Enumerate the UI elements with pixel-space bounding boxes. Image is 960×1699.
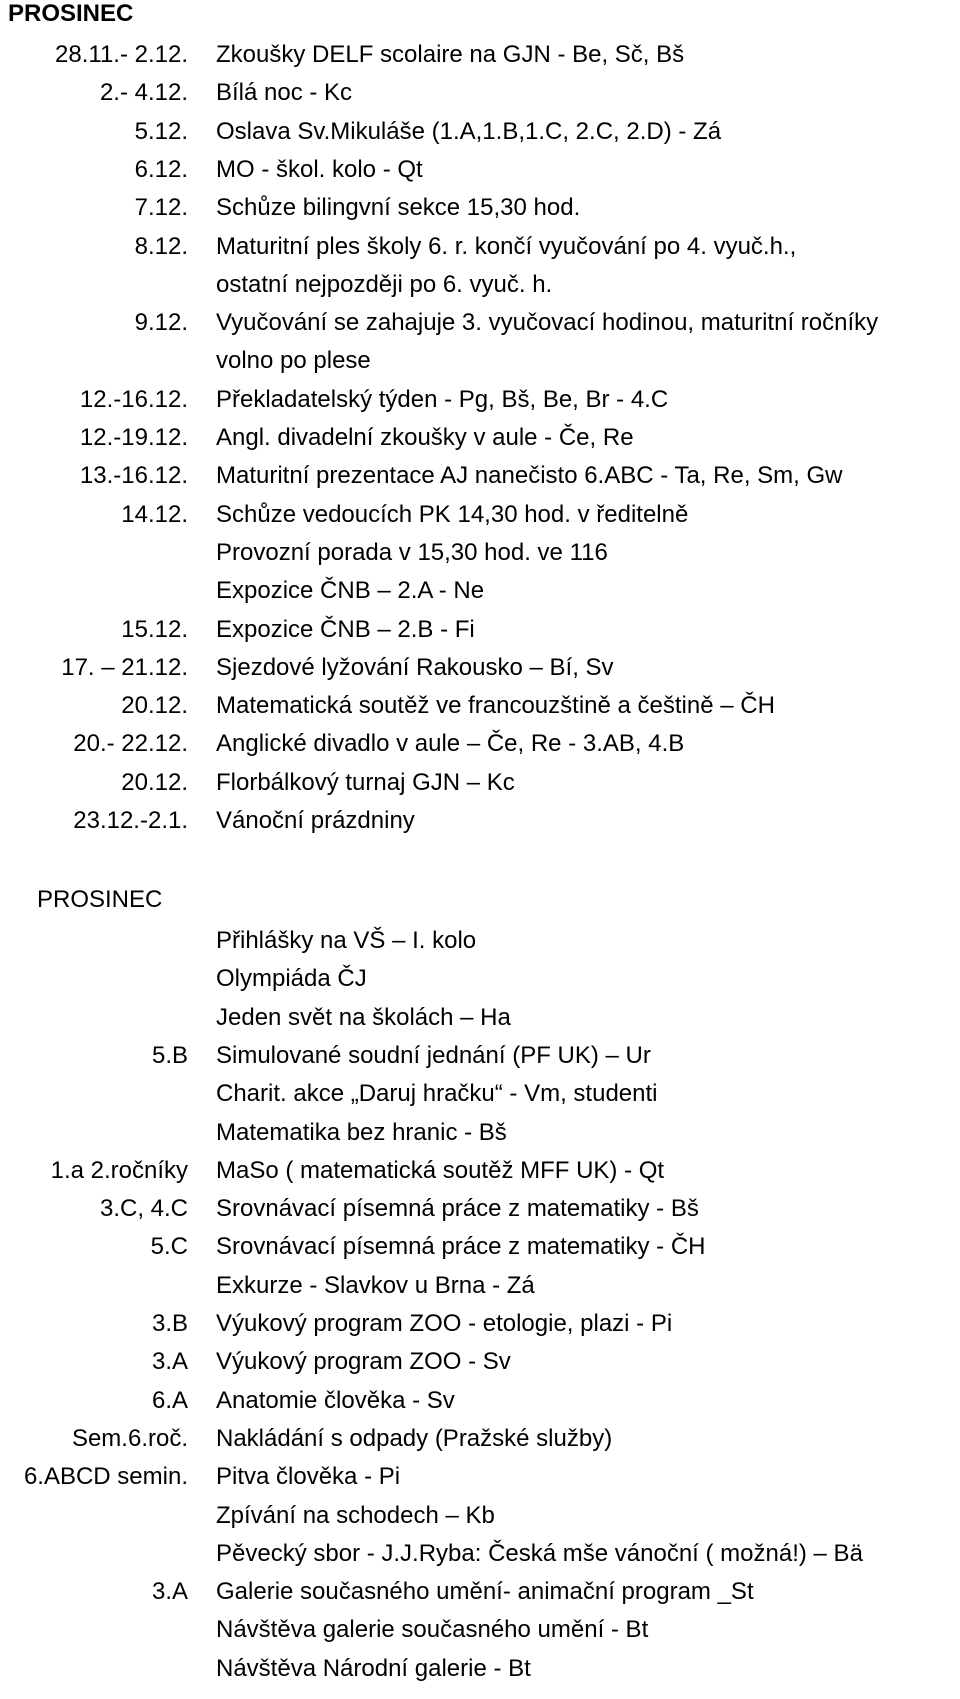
event-text: Sjezdové lyžování Rakousko – Bí, Sv [216,653,614,681]
date-label: 6.12. [134,155,188,183]
date-label: 3.C, 4.C [99,1195,188,1223]
list-item [0,74,960,112]
list-item [0,1650,960,1688]
list-item [0,1458,960,1496]
event-text: Provozní porada v 15,30 hod. ve 116 [216,538,608,566]
date-label: Sem.6.roč. [71,1424,188,1452]
date-label: 8.12. [134,232,188,260]
event-text: Srovnávací písemná práce z matematiky - Bš [216,1195,699,1223]
event-text: Přihlášky na VŠ – I. kolo [216,927,477,954]
date-label: 2.- 4.12. [99,79,188,107]
event-text: Vyučování se zahajuje 3. vyučovací hodinou, maturitní ročníky [216,309,879,337]
list-item [0,457,960,495]
event-text: Matematika bez hranic - Bš [216,1118,507,1146]
date-label: 3.A [151,1578,188,1606]
date-label: 5.C [150,1233,188,1261]
event-text: Maturitní ples školy 6. r. končí vyučování po 4. vyuč.h., [216,232,797,260]
date-label: 15.12. [121,615,188,643]
list-item [0,572,960,610]
event-text: Návštěva Národní galerie - Bt [216,1654,531,1682]
event-text: Anglické divadlo v aule – Če, Re - 3.AB, 4.B [216,730,685,758]
date-label: 13.-16.12. [79,462,188,490]
event-text: MO - škol. kolo - Qt [216,155,423,183]
list-item [0,1420,960,1458]
list-item [0,266,960,304]
list-item [0,1343,960,1381]
event-text: MaSo ( matematická soutěž MFF UK) - Qt [216,1156,665,1184]
event-text: Expozice ČNB – 2.A - Ne [216,577,485,605]
event-text: Bílá noc - Kc [216,79,353,107]
list-item [0,960,960,998]
date-label: 1.a 2.ročníky [50,1156,188,1184]
event-text: Vánoční prázdniny [216,807,415,834]
date-label: 6.ABCD semin. [23,1463,188,1491]
event-text: Jeden svět na školách – Ha [216,1003,511,1031]
list-item [0,1190,960,1228]
date-label: 23.12.-2.1. [73,807,188,834]
list-item [0,725,960,763]
event-text: Olympiáda ČJ [216,965,367,993]
event-text: Galerie současného umění- animační program _St [216,1578,754,1606]
date-label: 9.12. [134,309,188,337]
list-item [0,611,960,649]
event-text: Schůze bilingvní sekce 15,30 hod. [216,194,581,222]
event-text: ostatní nejpozději po 6. vyuč. h. [216,270,553,298]
event-text: Expozice ČNB – 2.B - Fi [216,615,475,643]
list-item [0,342,960,380]
list-item [0,1573,960,1611]
list-item [0,764,960,802]
date-label: 5.B [151,1041,188,1069]
section2-heading: PROSINEC [37,886,163,913]
list-item [0,687,960,725]
event-text: Florbálkový turnaj GJN – Kc [216,768,515,796]
date-label: 20.- 22.12. [73,730,188,758]
list-item [0,1305,960,1343]
date-label: 20.12. [121,692,188,720]
event-text: Angl. divadelní zkoušky v aule - Če, Re [216,424,634,451]
date-label: 3.A [151,1348,188,1376]
list-item [0,1267,960,1305]
list-item [0,534,960,572]
event-text: Anatomie člověka - Sv [216,1386,455,1414]
event-text: Nakládání s odpady (Pražské služby) [216,1424,613,1452]
event-text: Charit. akce „Daruj hračku“ - Vm, studenti [216,1080,658,1108]
event-text: Zkoušky DELF scolaire na GJN - Be, Sč, Bš [216,41,685,68]
list-item [0,1497,960,1535]
list-item [0,1382,960,1420]
event-text: Simulované soudní jednání (PF UK) – Ur [216,1041,651,1069]
list-item [0,419,960,457]
list-item [0,1535,960,1573]
list-item [0,802,960,840]
event-text: Exkurze - Slavkov u Brna - Zá [216,1271,535,1299]
event-text: volno po plese [216,347,371,375]
date-label: 12.-19.12. [79,424,188,451]
date-label: 14.12. [121,500,188,528]
list-item [0,151,960,189]
date-label: 20.12. [121,768,188,796]
list-item [0,1152,960,1190]
event-text: Maturitní prezentace AJ nanečisto 6.ABC - Ta, Re, Sm, Gw [216,462,843,490]
list-item [0,922,960,960]
list-item [0,999,960,1037]
list-item [0,304,960,342]
list-item [0,228,960,266]
event-text: Výukový program ZOO - Sv [216,1348,511,1376]
event-text: Návštěva galerie současného umění - Bt [216,1616,649,1644]
event-text: Pitva člověka - Pi [216,1463,401,1491]
event-text: Pěvecký sbor - J.J.Ryba: Česká mše vánoční ( možná!) – Bä [216,1539,863,1567]
list-item [0,189,960,227]
date-label: 17. – 21.12. [61,653,188,681]
event-text: Překladatelský týden - Pg, Bš, Be, Br - 4.C [216,385,669,413]
event-text: Matematická soutěž ve francouzštině a češtině – ČH [216,692,775,720]
list-item [0,1114,960,1152]
date-label: 28.11.- 2.12. [55,41,188,68]
list-item [0,1075,960,1113]
list-item [0,113,960,151]
event-text: Výukový program ZOO - etologie, plazi - Pi [216,1310,673,1337]
event-text: Schůze vedoucích PK 14,30 hod. v ředitelně [216,500,689,528]
date-label: 5.12. [134,117,188,145]
event-text: Zpívání na schodech – Kb [216,1501,495,1529]
date-label: 3.B [151,1310,188,1337]
list-item [0,496,960,534]
section1-heading: PROSINEC [8,0,134,27]
list-item [0,649,960,687]
date-label: 7.12. [134,194,188,222]
date-label: 6.A [151,1386,188,1414]
list-item [0,1611,960,1649]
list-item [0,381,960,419]
date-label: 12.-16.12. [79,385,188,413]
event-text: Oslava Sv.Mikuláše (1.A,1.B,1.C, 2.C, 2.D) - Zá [216,117,722,145]
list-item [0,36,960,74]
list-item [0,1228,960,1266]
list-item [0,1037,960,1075]
event-text: Srovnávací písemná práce z matematiky - ČH [216,1233,706,1261]
